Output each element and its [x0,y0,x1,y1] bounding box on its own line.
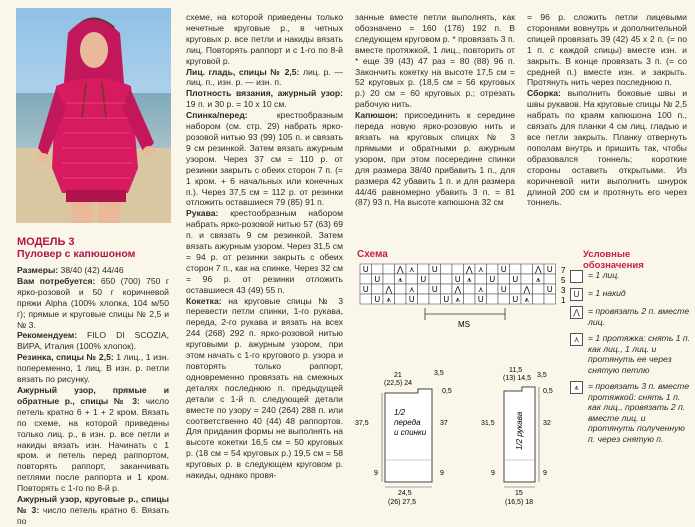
chart-cell [441,274,453,284]
body-label-2: переда [394,418,421,427]
sleeve-bottom-width-sizes: (16,5) 18 [505,499,534,506]
chart-symbol: ⋏ [408,265,415,274]
sleeve-height-main: 31,5 [481,420,495,427]
chart-symbol: ⩚ [524,295,530,304]
paragraph-text: крестообразным набором (см. стр. 29) набрать ярко-розовой нитью 93 (99) 105 п. и связать 9 см резинкой. Затем вязать ажурным узором. Через 37 см = 110 р. от резинки закрыть с обеих сторон 7 п. (= 1 кром. + 6 начальных или конечных п.). Через 37,5 см = 112 р. от резинки отложить оставшиеся 79 (85) 91 п. [186,110,343,208]
paragraph-label: Рекомендуем: [17,330,78,341]
chart-cell [406,274,418,284]
k2tog-symbol-icon: ⋀ [570,306,583,319]
chart-cell [498,294,510,304]
column-3-paragraphs [355,12,515,208]
paragraph [17,276,169,331]
paragraph [527,88,687,208]
legend-text: = 1 лиц. [588,270,620,280]
legend-text: = 1 протяжка: снять 1 п. как лиц., 1 лиц. и протянуть ее через снятую петлю [588,333,691,375]
paragraph-text: FILO DI SCOZIA, ВИРА, Италия (100% хлопок). [17,330,169,352]
paragraph [17,330,169,352]
paragraph-label: Капюшон: [355,110,399,121]
sleeve-top-side: 3,5 [537,372,547,379]
paragraph-label: Резинка, спицы № 2,5: [17,352,114,363]
paragraph [17,265,169,276]
paragraph-text: 38/40 (42) 44/46 [58,265,124,275]
paragraph [17,352,169,385]
chart-cell [360,294,372,304]
chart-cell [521,264,533,274]
body-label-3: и спинки [394,428,427,437]
body-height-main: 37 [440,420,448,427]
chart-cell [510,284,522,294]
chart-cell [464,284,476,294]
paragraph-text: крестообразным набором набрать ярко-розовой нитью 57 (63) 69 п. и связать 9 см резинкой. Затем вязать ажурным узором. Через 31,5 см = 94 р. от резинки закрыть с обеих сторон 7 п., как на спинке. Через 32 см = 96 р. от резинки отложить оставшиеся 43 (49) 55 п. [186,208,343,295]
column-4-paragraphs [527,12,687,208]
body-rib-left: 9 [374,470,378,477]
paragraph [17,494,169,527]
chart-cell [510,264,522,274]
paragraph-label: Спинка/перед: [186,110,248,121]
chart-cell [418,284,430,294]
chart-cell [429,274,441,284]
chart-cell [533,284,545,294]
chart-cell [395,284,407,294]
yarn-over-symbol-icon: U [570,288,583,301]
paragraph [527,12,687,88]
row-label-7: 7 [561,266,566,275]
paragraph-text: 19 п. и 30 р. = 10 х 10 см. [186,99,287,110]
chart-symbol: U [362,285,369,294]
chart-cell [464,294,476,304]
paragraph-label: Ажурный узор, прямые и обратные р., спицы № 3: [17,384,169,406]
sleeve-side-height: 0,5 [543,388,553,395]
chart-symbol: ⋀ [454,285,462,294]
row-label-1: 1 [561,296,566,305]
chart-symbol: U [408,295,415,304]
sleeve-rib-left: 9 [491,470,495,477]
chart-symbol: U [454,275,461,284]
chart-cell [475,274,487,284]
paragraph [355,12,515,110]
body-pattern-diagram [352,365,462,515]
paragraph-label: Рукава: [186,208,219,219]
body-rib-right: 9 [440,470,444,477]
chart-cell [372,264,384,274]
paragraph-label: Сборка: [527,88,561,99]
instructions-column-3 [355,12,515,208]
paragraph [186,208,343,295]
paragraph-text: присоединить к середине переда новую ярко-розовую нить и вязать на круговых спицах № 3 прямыми и обратными р. ажурным узором, при этом посередине спинки для размера 38/40 прибавить 1 п., для размера 42 убавить 1 п. и для размера 44/46 равномерно убавить 3 п. = 81 (87) 93 п. На высоте капюшона 32 см [355,110,515,208]
sleeve-height-total: 32 [543,420,551,427]
chart-cell [418,264,430,274]
paragraph-text: число петель кратно 6 + 1 + 2 кром. Вязать по схеме, на которой приведены только лиц. р., в изн. р. все петли и накиды вязать изн. Начинать с 1 кром. и петель перед раппортом, повторять раппорт, заканчивать петлями после раппорта и 1 кром. Повторять с 1-го по 8-й р. [17,395,170,494]
legend-text: = 1 накид [588,288,626,298]
chart-symbol: U [500,285,507,294]
chart-symbol: ⋏ [408,285,415,294]
chart-cell [418,294,430,304]
legend-item-yarn-over [570,288,690,300]
chart-cell [521,274,533,284]
sleeve-pattern-diagram [467,365,567,515]
chart-cell [487,264,499,274]
chart-cell [383,274,395,284]
sk2p-symbol-icon: ⩚ [570,381,583,394]
chart-symbol: ⋀ [523,285,531,294]
paragraph-text: занные вместе петли выполнять, как обозначено = 160 (176) 192 п. В следующем круговом р. * провязать 3 п. вместе протяжкой, 1 лиц., повторить от * еще 39 (43) 47 раз = 80 (88) 96 п. Закончить кокетку на высоте 17,5 см = 52 круговых р. (18,5 см = 56 круговых р.) 20 см = 60 круговых р.; отрезать рабочую нить. [355,12,515,110]
ssk-symbol-icon: ⋏ [570,333,583,346]
chart-symbol: ⋀ [534,265,542,274]
paragraph-text: на круговые спицы № 3 перевести петли спинки, 1-го рукава, переда, 2-го рукава и вязать на всех 244 (268) 292 п. ярко-розовой нитью круговыми р. ажурным узором, при этом начать с 1-го кругового р. узора и повторять только раппорт, одновременно провязать на смежных деталях последнюю п. предыдущей детали с 1-й п. следующей детали вместе по узору = 240 (264) 288 п. или соответственно 40 (44) 48 раппортов. Для придания формы не выполнять на высоте кокетки 16,5 см = 50 круговых р. (18 см = 54 круговых р.) 19,5 см = 58 круговых р. в следующем круговом р. накиды, однако провя- [186,295,343,481]
paragraph-text: схеме, на которой приведены только нечетные круговые р., в четных круговых р. все петли и накиды вязать лиц. Повторять раппорт и с 1-го по 8-й круговой р. [186,12,343,66]
chart-cell [487,284,499,294]
legend-title [583,249,644,271]
chart-symbol: U [374,295,381,304]
chart-cell [544,274,556,284]
chart-symbol: ⩚ [535,275,541,284]
paragraph-label: Кокетка: [186,295,222,306]
chart-cell [533,294,545,304]
chart-symbol: U [546,285,553,294]
chart-symbol: U [489,275,496,284]
instructions-column-1 [17,236,169,527]
paragraph-label: Вам потребуется: [17,275,96,286]
row-label-5: 5 [561,276,566,285]
legend-title-line2: обозначения [583,260,644,271]
chart-cell [360,274,372,284]
chart-symbol: U [546,265,553,274]
knit-symbol-icon [570,270,583,283]
body-top-width: 21 [394,372,402,379]
legend-item-knit [570,270,690,282]
legend-text: = провязать 3 п. вместе протяжкой: снять 1 п. как лиц., провязать 2 п. вместе лиц. и протянуть полученную п. через снятую п. [588,381,690,444]
model-subtitle: Пуловер с капюшоном [17,248,136,260]
chart-symbol: U [420,275,427,284]
chart-symbol: U [512,275,519,284]
model-title: МОДЕЛЬ 3 [17,236,75,248]
body-height-total: 37,5 [355,420,369,427]
chart-symbol: ⋏ [477,285,484,294]
chart-cell [372,284,384,294]
paragraph-text: выполнить боковые швы и швы рукавов. На круговые спицы № 2,5 набрать по краям капюшона 100 п., связать для планки 4 см лиц. гладью и все петли закрыть. Планку отвернуть пополам внутрь и пришить так, чтобы образовался тоннель; короткие стороны оставить открытыми. Из коричневой нити выполнить шнурок длиной 200 см и протянуть его через тоннель. [527,88,687,208]
schema-title: Схема [357,249,388,260]
chart-symbol: ⋀ [465,265,473,274]
chart-cell [498,274,510,284]
chart-symbol: U [431,285,438,294]
model-photo [16,8,171,223]
instructions-column-2 [186,12,343,481]
chart-cell [429,294,441,304]
sleeve-top-width-sizes: (13) 14,5 [503,375,532,382]
paragraph-text: 650 (700) 750 г ярко-розовой и 50 г коричневой пряжи Alpha (100% хлопка, 104 м/50 г); прямые и круговые спицы № 2,5 и № 3. [17,275,169,330]
chart-symbol: ⋀ [396,265,404,274]
legend-text: = провязать 2 п. вместе лиц. [588,306,690,327]
legend-title-line1: Условные [583,249,631,260]
chart-symbol: U [431,265,438,274]
paragraph-text: = 96 р. сложить петли лицевыми сторонами вовнутрь и дополнительной спицей провязать 39 (42) 45 х 2 п. (= по 1 п. с каждой спицы) вместе изн. и закрыть. В конце провязать 3 п. (= со средней п.) вместе изн. и закрыть. Протянуть нить через последнюю п. [527,12,687,88]
chart-cell [487,294,499,304]
chart-cell [383,264,395,274]
column-1-paragraphs [17,265,169,527]
body-top-width-sizes: (22,5) 24 [384,380,413,387]
paragraph [355,110,515,208]
legend-item-sk2p [570,381,690,444]
chart-symbol: U [500,265,507,274]
paragraph-text: 1 лиц., 1 изн. попеременно, 1 лиц. В изн. р. петли вязать по рисунку. [17,352,169,385]
hoodie-photo-illustration [16,8,171,223]
paragraph [186,12,343,67]
column-2-paragraphs [186,12,343,481]
body-bottom-width-sizes: (26) 27,5 [388,499,417,506]
legend-item-ssk [570,333,690,375]
row-label-3: 3 [561,286,566,295]
body-top-side: 3,5 [434,370,444,377]
paragraph [186,67,343,89]
paragraph-label: Лиц. гладь, спицы № 2,5: [186,66,300,77]
body-label-1: 1/2 [394,408,406,417]
chart-symbol: ⋀ [385,285,393,294]
sleeve-label: 1/2 рукава [515,411,524,450]
chart-cell [441,284,453,294]
chart-cell [395,294,407,304]
chart-cell [441,264,453,274]
chart-cell [452,264,464,274]
paragraph [186,110,343,208]
body-side-height: 0,5 [442,388,452,395]
chart-symbol: ⩚ [386,295,392,304]
chart-grid [360,264,556,304]
chart-symbol: U [477,295,484,304]
instructions-column-4 [527,12,687,208]
paragraph [186,88,343,110]
paragraph-label: Ажурный узор, круговые р., спицы № 3: [17,494,169,515]
rapport-label: MS [458,320,470,329]
sleeve-rib-right: 9 [543,470,547,477]
chart-cell [544,294,556,304]
paragraph [186,296,343,481]
chart-symbol: ⩚ [455,295,461,304]
chart-symbol: U [443,295,450,304]
chart-symbol: ⩚ [466,275,472,284]
paragraph-text: число петель кратно 6. Вязать по [17,504,169,526]
sleeve-top-width: 11,5 [509,367,523,374]
chart-symbol: U [362,265,369,274]
paragraph-label: Плотность вязания, ажурный узор: [186,88,343,99]
legend-item-k2tog [570,306,690,327]
stitch-chart [355,262,570,342]
legend [570,270,690,450]
sleeve-bottom-width: 15 [515,490,523,497]
chart-symbol: ⩚ [397,275,403,284]
chart-symbol: U [374,275,381,284]
paragraph-label: Размеры: [17,265,59,275]
chart-symbol: ⋏ [477,265,484,274]
chart-symbol: U [512,295,519,304]
paragraph [17,385,169,494]
body-bottom-width: 24,5 [398,490,412,497]
paragraph-text: лиц. р. — лиц. п., изн. р. — изн. п. [186,66,343,88]
